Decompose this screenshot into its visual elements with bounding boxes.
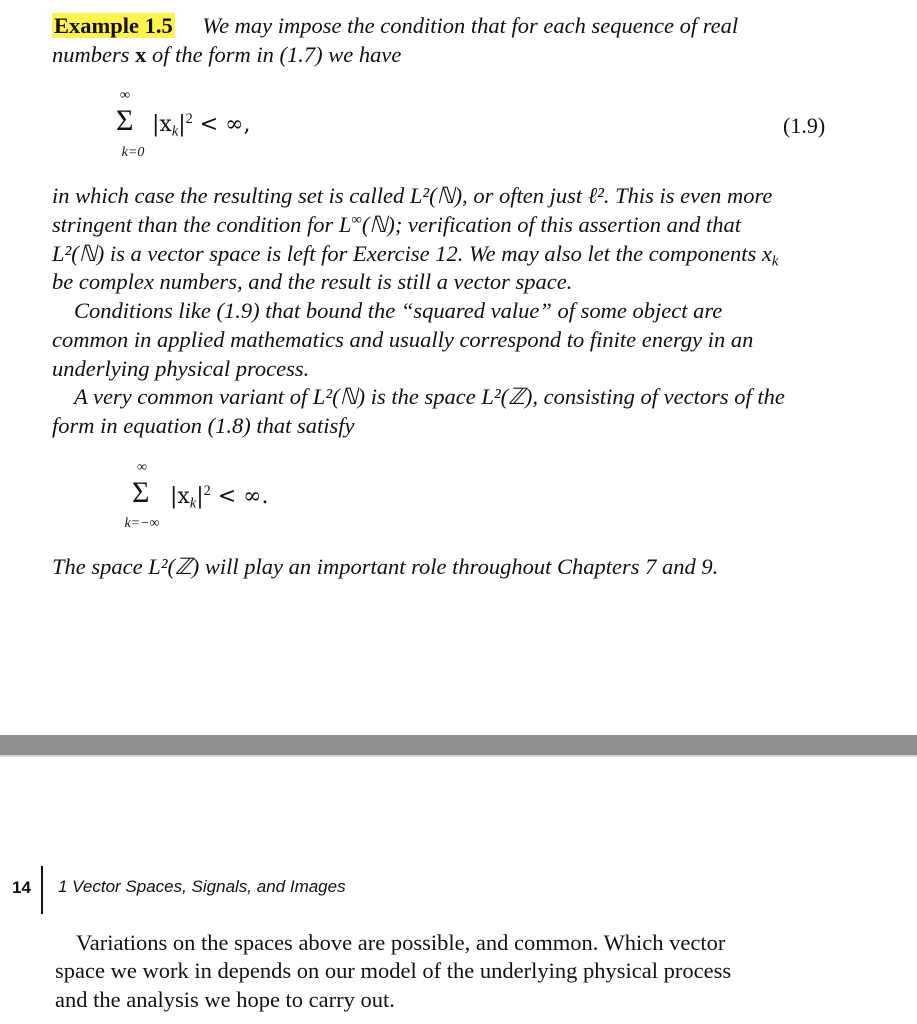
para4-line: The space L²(ℤ) will play an important role throughout Chapters 7 and 9. <box>52 554 719 579</box>
vector-x: x <box>135 42 147 67</box>
para3-line-2: form in equation (1.8) that satisfy <box>52 413 355 438</box>
header-rule <box>41 866 43 914</box>
equation-number: (1.9) <box>783 113 826 138</box>
para1-line-1: in which case the resulting set is called L²(ℕ), or often just ℓ². This is even more <box>52 183 773 208</box>
sum-lower-limit: k=0 <box>121 145 145 160</box>
para1-line-4: be complex numbers, and the result is still a vector space. <box>52 269 573 294</box>
sum-expression: $|x_k|^2$ < ∞, <box>152 111 251 140</box>
example-line-1 <box>52 12 738 40</box>
sum-upper-limit: ∞ <box>137 460 147 475</box>
sigma-symbol: Σ <box>116 104 134 137</box>
next-page-line-3: and the analysis we hope to carry out. <box>55 987 395 1012</box>
next-page-line-1: Variations on the spaces above are possible, and common. Which vector <box>76 930 726 955</box>
sum-lower-limit: k=−∞ <box>124 516 160 531</box>
example-text-pre: numbers <box>52 42 136 67</box>
para1-line-3: L²(ℕ) is a vector space is left for Exercise 12. We may also let the components $x_k$ <box>52 241 779 270</box>
running-head: 1 Vector Spaces, Signals, and Images <box>58 877 346 896</box>
page-separator <box>0 735 917 757</box>
sum-expression: $|x_k|^2$ < ∞. <box>170 483 269 512</box>
sigma-symbol: Σ <box>132 476 150 509</box>
example-text-post: of the form in (1.7) we have <box>146 42 402 67</box>
para2-line-1: Conditions like (1.9) that bound the “squared value” of some object are <box>74 298 723 323</box>
para2-line-2: common in applied mathematics and usually correspond to finite energy in an <box>52 327 754 352</box>
example-label: Example 1.5 <box>54 13 173 38</box>
para2-line-3: underlying physical process. <box>52 356 310 381</box>
sum-upper-limit: ∞ <box>120 88 130 103</box>
next-page-line-2: space we work in depends on our model of the underlying physical process <box>55 958 732 983</box>
example-text: We may impose the condition that for each sequence of real <box>202 13 739 38</box>
example-line-2 <box>52 41 401 69</box>
para1-line-2: stringent than the condition for L∞(ℕ); verification of this assertion and that <box>52 211 742 237</box>
page-number: 14 <box>12 878 31 897</box>
para3-line-1: A very common variant of L²(ℕ) is the space L²(ℤ), consisting of vectors of the <box>74 384 785 409</box>
